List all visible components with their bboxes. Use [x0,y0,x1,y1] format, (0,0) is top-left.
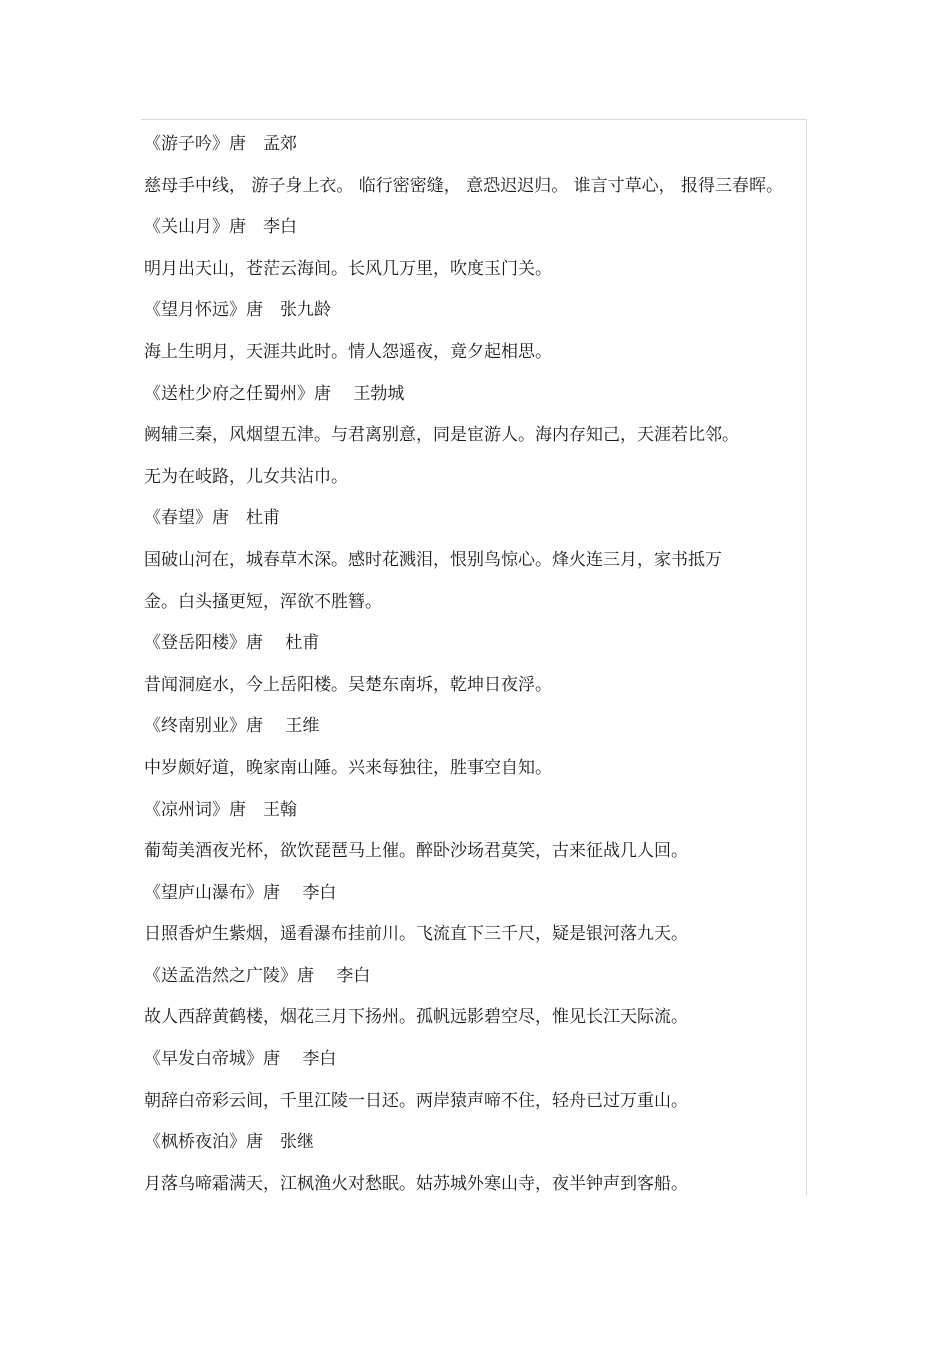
poem-title-chunwang: 《春望》唐 杜甫 [144,508,280,529]
poem-title-zaofabaidicheng: 《早发白帝城》唐 李白 [144,1049,337,1070]
poem-verse-chunwang-1: 国破山河在，城春草木深。感时花溅泪，恨别鸟惊心。烽火连三月，家书抵万 [144,549,722,570]
poem-title-guanshanyue: 《关山月》唐 李白 [144,217,297,238]
poem-verse-liangzhouci: 葡萄美酒夜光杯，欲饮琵琶马上催。醉卧沙场君莫笑，古来征战几人回。 [144,841,688,862]
poem-title-liangzhouci: 《凉州词》唐 王翰 [144,799,297,820]
poem-verse-songdushaofu-1: 阙辅三秦，风烟望五津。与君离别意，同是宦游人。海内存知己，天涯若比邻。 [144,425,739,446]
poem-title-fengqiaoyebo: 《枫桥夜泊》唐 张继 [144,1132,314,1153]
poem-verse-wanglushanpubu: 日照香炉生紫烟，遥看瀑布挂前川。飞流直下三千尺，疑是银河落九天。 [144,924,688,945]
poem-verse-songmenghaoran: 故人西辞黄鹤楼，烟花三月下扬州。孤帆远影碧空尽，惟见长江天际流。 [144,1007,688,1028]
poem-title-dengyueyanglou: 《登岳阳楼》唐 杜甫 [144,633,320,654]
poem-title-zhongnanbieye: 《终南别业》唐 王维 [144,716,320,737]
poem-verse-fengqiaoyebo: 月落乌啼霜满天，江枫渔火对愁眠。姑苏城外寒山寺，夜半钟声到客船。 [144,1173,688,1194]
poem-verse-songdushaofu-2: 无为在岐路，儿女共沾巾。 [144,466,348,487]
poem-verse-dengyueyanglou: 昔闻洞庭水，今上岳阳楼。吴楚东南坼，乾坤日夜浮。 [144,674,552,695]
poem-verse-wangyuehuaiyuan: 海上生明月，天涯共此时。情人怨遥夜，竟夕起相思。 [144,341,552,362]
poem-verse-guanshanyue: 明月出天山，苍茫云海间。长风几万里，吹度玉门关。 [144,258,552,279]
poem-verse-zhongnanbieye: 中岁颇好道，晚家南山陲。兴来每独往，胜事空自知。 [144,757,552,778]
poem-title-wanglushanpubu: 《望庐山瀑布》唐 李白 [144,882,337,903]
poem-verse-youziyin: 慈母手中线， 游子身上衣。 临行密密缝， 意恐迟迟归。 谁言寸草心， 报得三春晖。 [144,175,784,196]
poem-title-songdushaofu: 《送杜少府之任蜀州》唐 王勃城 [144,383,405,404]
poem-title-youziyin: 《游子吟》唐 孟郊 [144,134,297,154]
poem-list [144,124,816,1205]
poem-verse-zaofabaidicheng: 朝辞白帝彩云间，千里江陵一日还。两岸猿声啼不住，轻舟已过万重山。 [144,1090,688,1111]
poem-title-wangyuehuaiyuan: 《望月怀远》唐 张九龄 [144,300,331,321]
poem-verse-chunwang-2: 金。白头搔更短，浑欲不胜簪。 [144,591,382,612]
poem-title-songmenghaoran: 《送孟浩然之广陵》唐 李白 [144,965,371,986]
